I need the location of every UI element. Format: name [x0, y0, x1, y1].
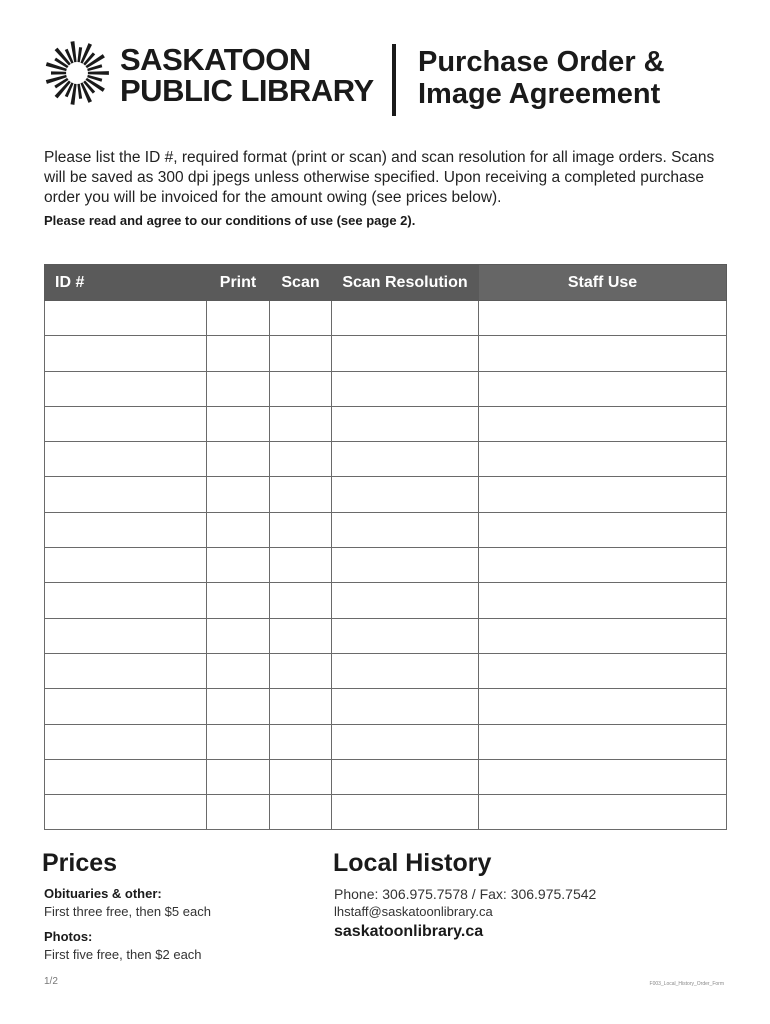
id-cell[interactable]: [45, 689, 207, 724]
print-cell[interactable]: [207, 583, 270, 618]
photos-label: Photos:: [44, 929, 93, 944]
header-scan-resolution: Scan Resolution: [332, 265, 479, 301]
table-row: [45, 548, 727, 583]
page-number: 1/2: [44, 976, 58, 987]
id-cell[interactable]: [45, 371, 207, 406]
print-cell[interactable]: [207, 795, 270, 830]
print-cell[interactable]: [207, 548, 270, 583]
staff-use-cell[interactable]: [479, 583, 727, 618]
email-link[interactable]: lhstaff@saskatoonlibrary.ca: [334, 904, 493, 919]
print-cell[interactable]: [207, 301, 270, 336]
sunburst-icon: [44, 40, 110, 106]
scan-cell[interactable]: [270, 583, 332, 618]
print-cell[interactable]: [207, 371, 270, 406]
scan-cell[interactable]: [270, 336, 332, 371]
print-cell[interactable]: [207, 724, 270, 759]
conditions-note: Please read and agree to our conditions of use (see page 2).: [44, 213, 416, 228]
sunburst-center: [69, 65, 85, 81]
table-row: [45, 724, 727, 759]
scan-resolution-cell[interactable]: [332, 336, 479, 371]
print-cell[interactable]: [207, 689, 270, 724]
local-history-title: Local History: [333, 849, 492, 877]
table-row: [45, 689, 727, 724]
id-cell[interactable]: [45, 618, 207, 653]
id-cell[interactable]: [45, 336, 207, 371]
table-header-row: [45, 265, 727, 301]
print-cell[interactable]: [207, 759, 270, 794]
staff-use-cell[interactable]: [479, 689, 727, 724]
order-table-body: [45, 301, 727, 830]
id-cell[interactable]: [45, 653, 207, 688]
phone-fax: Phone: 306.975.7578 / Fax: 306.975.7542: [334, 886, 597, 902]
staff-use-cell[interactable]: [479, 724, 727, 759]
table-row: [45, 583, 727, 618]
title-divider: [392, 44, 396, 116]
photos-price: First five free, then $2 each: [44, 947, 202, 962]
table-row: [45, 406, 727, 441]
id-cell[interactable]: [45, 548, 207, 583]
staff-use-cell[interactable]: [479, 442, 727, 477]
title-line2: Image Agreement: [418, 78, 661, 110]
scan-cell[interactable]: [270, 795, 332, 830]
staff-use-cell[interactable]: [479, 653, 727, 688]
id-cell[interactable]: [45, 512, 207, 547]
print-cell[interactable]: [207, 653, 270, 688]
website-link[interactable]: saskatoonlibrary.ca: [334, 923, 484, 940]
scan-resolution-cell[interactable]: [332, 477, 479, 512]
scan-resolution-cell[interactable]: [332, 442, 479, 477]
staff-use-cell[interactable]: [479, 512, 727, 547]
staff-use-cell[interactable]: [479, 371, 727, 406]
id-cell[interactable]: [45, 583, 207, 618]
table-row: [45, 442, 727, 477]
id-cell[interactable]: [45, 406, 207, 441]
obituaries-price: First three free, then $5 each: [44, 904, 211, 919]
staff-use-cell[interactable]: [479, 795, 727, 830]
staff-use-cell[interactable]: [479, 301, 727, 336]
id-cell[interactable]: [45, 442, 207, 477]
scan-resolution-cell[interactable]: [332, 653, 479, 688]
title-line1: Purchase Order &: [418, 46, 665, 78]
scan-cell[interactable]: [270, 406, 332, 441]
document-title: [418, 46, 665, 110]
scan-resolution-cell[interactable]: [332, 406, 479, 441]
library-name-line1: SASKATOON: [120, 42, 311, 77]
id-cell[interactable]: [45, 301, 207, 336]
scan-cell[interactable]: [270, 442, 332, 477]
print-cell[interactable]: [207, 477, 270, 512]
id-cell[interactable]: [45, 477, 207, 512]
scan-resolution-cell[interactable]: [332, 724, 479, 759]
table-row: [45, 759, 727, 794]
table-row: [45, 653, 727, 688]
table-row: [45, 371, 727, 406]
scan-cell[interactable]: [270, 618, 332, 653]
obituaries-label: Obituaries & other:: [44, 886, 162, 901]
library-logo: [44, 40, 374, 112]
scan-cell[interactable]: [270, 548, 332, 583]
scan-cell[interactable]: [270, 512, 332, 547]
staff-use-cell[interactable]: [479, 406, 727, 441]
scan-cell[interactable]: [270, 724, 332, 759]
scan-resolution-cell[interactable]: [332, 548, 479, 583]
print-cell[interactable]: [207, 336, 270, 371]
staff-use-cell[interactable]: [479, 477, 727, 512]
staff-use-cell[interactable]: [479, 548, 727, 583]
id-cell[interactable]: [45, 724, 207, 759]
scan-cell[interactable]: [270, 301, 332, 336]
scan-resolution-cell[interactable]: [332, 618, 479, 653]
staff-use-cell[interactable]: [479, 618, 727, 653]
staff-use-cell[interactable]: [479, 759, 727, 794]
table-row: [45, 795, 727, 830]
print-cell[interactable]: [207, 442, 270, 477]
staff-use-cell[interactable]: [479, 336, 727, 371]
library-name-line2: PUBLIC LIBRARY: [120, 73, 374, 108]
scan-cell[interactable]: [270, 689, 332, 724]
scan-resolution-cell[interactable]: [332, 371, 479, 406]
scan-resolution-cell[interactable]: [332, 512, 479, 547]
scan-cell[interactable]: [270, 759, 332, 794]
header-id: ID #: [45, 265, 207, 301]
header-staff-use: Staff Use: [479, 265, 727, 301]
id-cell[interactable]: [45, 795, 207, 830]
file-name: F003_Local_History_Order_Form: [649, 981, 724, 987]
print-cell[interactable]: [207, 406, 270, 441]
id-cell[interactable]: [45, 759, 207, 794]
order-table: [44, 264, 727, 830]
table-row: [45, 477, 727, 512]
header-scan: Scan: [270, 265, 332, 301]
print-cell[interactable]: [207, 618, 270, 653]
print-cell[interactable]: [207, 512, 270, 547]
sunburst-ray: [88, 71, 109, 75]
scan-cell[interactable]: [270, 477, 332, 512]
scan-resolution-cell[interactable]: [332, 795, 479, 830]
table-row: [45, 336, 727, 371]
table-row: [45, 618, 727, 653]
table-row: [45, 301, 727, 336]
scan-cell[interactable]: [270, 371, 332, 406]
intro-paragraph: Please list the ID #, required format (print or scan) and scan resolution for all image orders. Scans will be saved as 300 dpi jpegs unless otherwise specified. Upon receiving a completed purchase order you will be invoiced for the amount owing (see prices below).: [44, 149, 715, 206]
header-print: Print: [207, 265, 270, 301]
scan-resolution-cell[interactable]: [332, 583, 479, 618]
scan-resolution-cell[interactable]: [332, 689, 479, 724]
library-name: [120, 44, 374, 106]
scan-resolution-cell[interactable]: [332, 759, 479, 794]
prices-title: Prices: [42, 849, 118, 877]
table-row: [45, 512, 727, 547]
scan-resolution-cell[interactable]: [332, 301, 479, 336]
sunburst-ray: [51, 71, 66, 74]
scan-cell[interactable]: [270, 653, 332, 688]
